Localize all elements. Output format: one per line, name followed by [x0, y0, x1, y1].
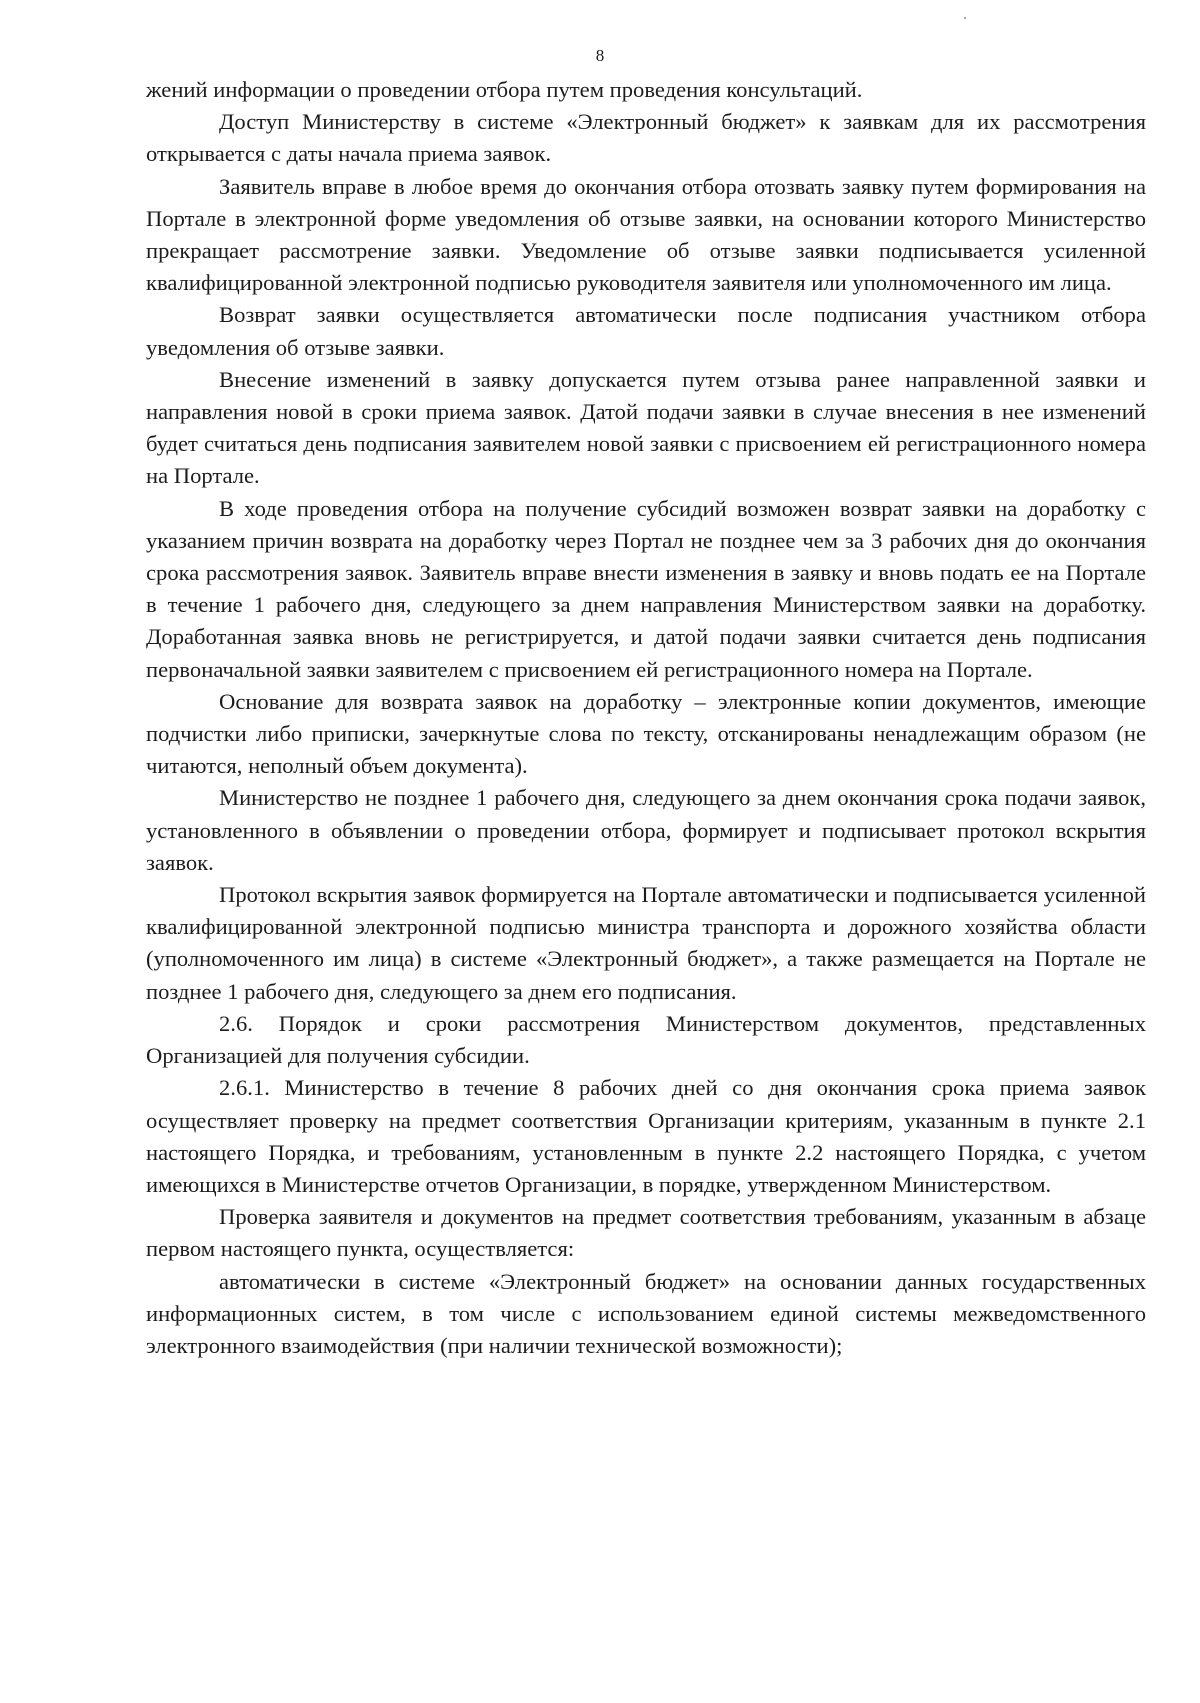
paragraph-protocol-signing: Протокол вскрытия заявок формируется на Портале автоматически и подписывается усиленной квалифицированной электронной подписью министра транспорта и дорожного хозяйства области (уполномоченного им лица) в системе «Электронный бюджет», а также размещается на Портале не позднее 1 рабочего дня, следующего за днем его подписания. [146, 882, 1146, 1004]
paragraph-return: Возврат заявки осуществляется автоматически после подписания участником отбора уведомления об отзыве заявки. [146, 302, 1146, 360]
paragraph-access: Доступ Министерству в системе «Электронный бюджет» к заявкам для их рассмотрения открывается с даты начала приема заявок. [146, 109, 1146, 167]
paragraph-revision-grounds: Основание для возврата заявок на доработку – электронные копии документов, имеющие подчистки либо приписки, зачеркнутые слова по тексту, отсканированы ненадлежащим образом (не читаются, неполный объем документа). [146, 688, 1146, 779]
paragraph-opening-protocol: Министерство не позднее 1 рабочего дня, следующего за днем окончания срока подачи заявок, установленного в объявлении о проведении отбора, формирует и подписывает протокол вскрытия заявок. [146, 785, 1146, 875]
paragraph-section-2-6: 2.6. Порядок и сроки рассмотрения Министерством документов, представленных Организацией для получения субсидии. [146, 1010, 1146, 1069]
paragraph-revision: В ходе проведения отбора на получение субсидий возможен возврат заявки на доработку с указанием причин возврата на доработку через Портал не позднее чем за 3 рабочих дня до окончания срока рассмотрения заявок. Заявитель вправе внести изменения в заявку и вновь подать ее на Портале в течение 1 рабочего дня, следующего за днем направления Министерством заявки на доработку. Доработанная заявка вновь не регистрируется, и датой подачи заявки считается день подписания первоначальной заявки заявителем с присвоением ей регистрационного номера на Портале. [146, 495, 1146, 682]
page-number: 8 [595, 46, 605, 65]
scan-speck [964, 17, 966, 19]
document-body [146, 74, 1146, 1362]
paragraph-verification: Проверка заявителя и документов на предмет соответствия требованиям, указанным в абзаце первом настоящего пункта, осуществляется: [146, 1204, 1146, 1262]
paragraph-changes: Внесение изменений в заявку допускается путем отзыва ранее направленной заявки и направления новой в сроки приема заявок. Датой подачи заявки в случае внесения в нее изменений будет считаться день подписания заявителем новой заявки с присвоением ей регистрационного номера на Портале. [146, 366, 1146, 489]
paragraph-withdrawal: Заявитель вправе в любое время до окончания отбора отозвать заявку путем формирования на Портале в электронной форме уведомления об отзыве заявки, на основании которого Министерство прекращает рассмотрение заявки. Уведомление об отзыве заявки подписывается усиленной квалифицированной электронной подписью руководителя заявителя или уполномоченного им лица. [146, 173, 1146, 296]
paragraph-section-2-6-1: 2.6.1. Министерство в течение 8 рабочих дней со дня окончания срока приема заявок осуществляет проверку на предмет соответствия Организации критериям, указанным в пункте 2.1 настоящего Порядка, и требованиям, установленным в пункте 2.2 настоящего Порядка, с учетом имеющихся в Министерстве отчетов Организации, в порядке, утвержденном Министерством. [146, 1075, 1146, 1197]
paragraph-automatic-check: автоматически в системе «Электронный бюджет» на основании данных государственных информационных систем, в том числе с использованием единой системы межведомственного электронного взаимодействия (при наличии технической возможности); [146, 1268, 1146, 1358]
paragraph-continuation: жений информации о проведении отбора путем проведения консультаций. [146, 77, 863, 102]
